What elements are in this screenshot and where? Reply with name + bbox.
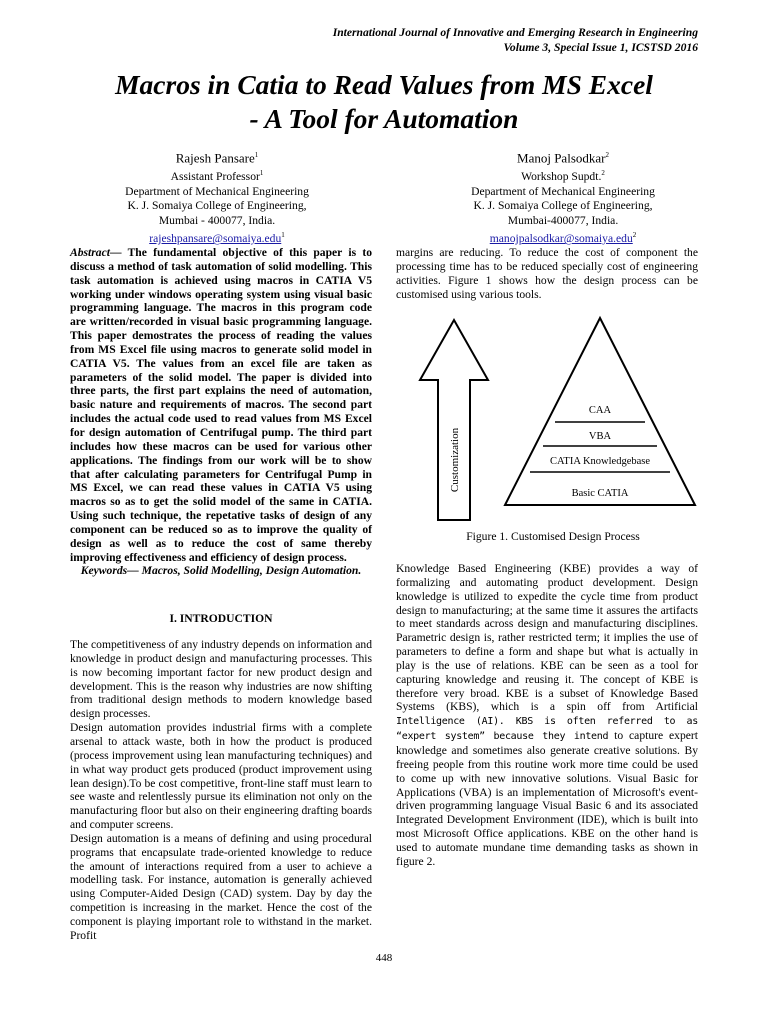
figure-customised-design-process: [400, 310, 700, 530]
kbe-text-mono: Intelligence (AI). KBS is often referred to as “expert system” because they intend: [396, 716, 698, 743]
keywords: Keywords— Macros, Solid Modelling, Design Automation.: [80, 564, 362, 578]
left-column: [70, 246, 372, 943]
author-2: [398, 147, 728, 247]
author-2-name: Manoj Palsodkar: [517, 150, 606, 166]
author-1-role: Assistant Professor: [170, 170, 260, 184]
author-2-role-sup: 2: [601, 169, 605, 178]
right-paragraph-1: margins are reducing. To reduce the cost of component the processing time has to be reduced specially cost of engineering activities. Figure 1 shows how the design process can be customised using various tools.: [396, 246, 698, 301]
section-heading-introduction: I. INTRODUCTION: [169, 612, 273, 626]
author-1-email[interactable]: rajeshpansare@somaiya.edu: [149, 232, 282, 246]
author-2-sup: 2: [605, 151, 609, 159]
intro-paragraph-2: Design automation provides industrial firms with a complete arsenal to attack waste, both in how the product is produced (process improvement using lean manufacturing techniques) and in what way product gets produced (product improvement using lean design).To be cost competitive, front-line staff must learn to see waste and relentlessly pursue its elimination not only on the manufacturing floor but also on their engineering drafting boards and computer screens.: [70, 721, 372, 832]
right-paragraph-2: [396, 562, 698, 869]
journal-name: International Journal of Innovative and Emerging Research in Engineering: [332, 26, 698, 39]
author-1-college: K. J. Somaiya College of Engineering,: [127, 199, 307, 213]
level-vba: VBA: [588, 431, 612, 442]
abstract: [70, 246, 372, 564]
author-1-role-sup: 1: [259, 169, 264, 178]
kbe-text-b: to capture expert knowledge and sometimes also generate creative solutions. By freeing people from this routine work more time could be used to come up with new innovative solutions. Visual Basic for Applications (VBA) is an implementation of Microsoft's event-driven programming language Visual Basic 6 and its associated Integrated Development Environment (IDE), which is built into most Microsoft Office applications. KBE on the other hand is used to automate mundane time demanding tasks as shown in figure 2.: [396, 729, 699, 868]
author-2-city: Mumbai-400077, India.: [507, 213, 619, 227]
author-1-city: Mumbai - 400077, India.: [158, 213, 276, 227]
author-2-college: K. J. Somaiya College of Engineering,: [473, 199, 653, 213]
kbe-text-a: Knowledge Based Engineering (KBE) provides a way of formalizing and automating product development. Design knowledge is utilized to expedite the cycle time from product design to manufacturing; at the same time it assures the artifacts to meet standards across design and manufacturing disciplines. Parametric design is, rather restricted term; it implies the use of parameters to define a form and shape but what is actually in play is the use of relations. KBE can be seen as a tool for capturing knowledge and reusing it. The concept of KBE is therefore very broad. KBE is a subset of Knowledge Based Systems (KBS), which is a spin off from Artificial: [396, 562, 698, 714]
level-caa: CAA: [588, 405, 612, 416]
right-column-top: [396, 246, 698, 301]
intro-paragraph-1: The competitiveness of any industry depends on information and knowledge in product design and manufacturing processes. This is now becoming important factor for new product design and development. This is the reason why industries are now shifting from traditional design methods to modern knowledge based design processes.: [70, 638, 372, 721]
abstract-text: The fundamental objective of this paper is to discuss a method of task automation of solid modelling. This task automation is achieved using macros in CATIA V5 working under windows operating system using visual basic programming language. The macros in this program code are written/recorded in visual basic programming language. This paper demostrates the process of reading the values from MS Excel file using macros to generate solid model in CATIA V5. The values from an excel file are taken as parameters of the solid model. The paper is divided into three parts, the first part explains the need of automation, basic nature and requirements of macros. The second part includes the actual code used to read values from MS Excel for design automation of Centrifugal pump. The third part includes how these macros can be used for various other applications. The findings from our work will be to show that after calculating parameters for Centrifugal Pump in MS Excel, we can read these values in CATIA V5 using macros so as to get the solid model of the same in CATIA. Using such technique, the repetative tasks of design of any component can be reduced so as to improve the quality of design as well as to reduce the cost of same thereby improving effectiveness and efficiency of design process.: [70, 246, 372, 564]
abstract-lead: Abstract—: [70, 246, 122, 259]
arrow-label: Customization: [449, 427, 461, 493]
author-1-name: Rajesh Pansare: [175, 150, 255, 166]
title-line-1: Macros in Catia to Read Values from MS Excel: [115, 69, 653, 100]
right-column-bottom: [396, 562, 698, 869]
author-1-dept: Department of Mechanical Engineering: [125, 184, 309, 198]
paper-title: [40, 68, 728, 136]
level-catia-knowledgebase: CATIA Knowledgebase: [549, 456, 651, 467]
author-1: [52, 147, 382, 247]
author-1-email-sup: 1: [281, 231, 285, 240]
author-2-role: Workshop Supdt.: [521, 170, 602, 184]
level-basic-catia: Basic CATIA: [571, 488, 629, 499]
author-2-email-sup: 2: [632, 231, 637, 240]
journal-volume: Volume 3, Special Issue 1, ICSTSD 2016: [503, 41, 698, 54]
author-2-dept: Department of Mechanical Engineering: [471, 184, 655, 198]
page-number: 448: [375, 952, 393, 964]
journal-header: [333, 25, 698, 55]
author-1-sup: 1: [254, 151, 259, 159]
intro-paragraph-3: Design automation is a means of defining and using procedural programs that encapsulate trade-oriented knowledge to reduce the amount of interactions required from a user to achieve a modelling task. For instance, automation is generally achieved using Computer-Aided Design (CAD) system. Day by day the competition is increasing in the market. Hence the cost of the component is playing important role to withstand in the market. Profit: [70, 831, 372, 942]
author-2-email[interactable]: manojpalsodkar@somaiya.edu: [489, 232, 633, 246]
figure-caption: Figure 1. Customised Design Process: [466, 530, 640, 543]
title-line-2: - A Tool for Automation: [249, 103, 519, 134]
